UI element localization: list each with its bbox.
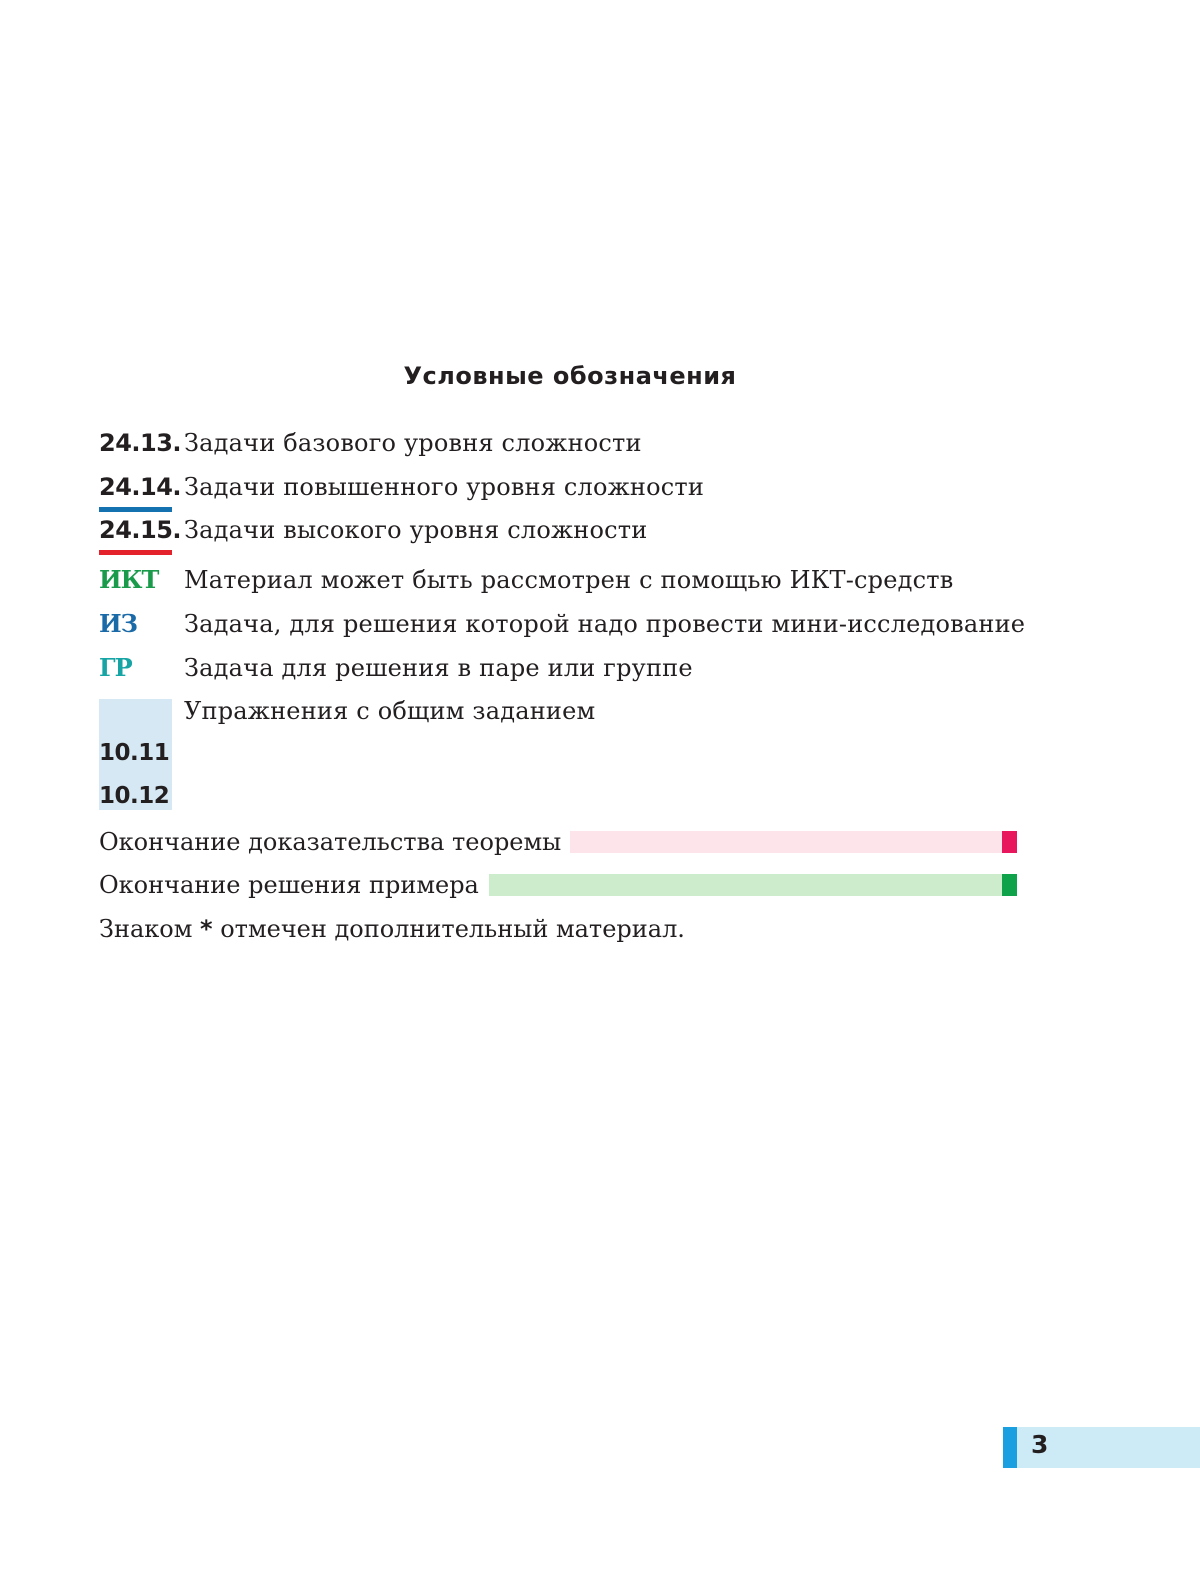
desc-gr: Задача для решения в паре или группе [184,654,693,682]
common-task-number-2: 10.12 [99,783,170,809]
example-end-bar [489,874,1017,896]
footer-edge [1003,1427,1017,1468]
example-end-row [99,870,1017,900]
tag-basic: 24.13. [99,429,182,457]
footer-band [1003,1427,1200,1468]
theorem-end-marker [1002,831,1017,853]
tag-gr: ГР [99,653,132,682]
blue-underline [99,507,172,512]
theorem-end-bar [570,831,1017,853]
common-task-number-1: 10.11 [99,740,170,766]
note-row [99,914,999,944]
tag-high: 24.15. [99,516,182,544]
example-end-label: Окончание решения примера [99,871,479,899]
page-title: Условные обозначения [403,362,737,390]
example-end-marker [1002,874,1017,896]
note-text [99,914,685,944]
desc-basic: Задачи базового уровня сложности [184,429,642,457]
star-icon: * [200,915,213,943]
theorem-end-row [99,827,1017,857]
desc-ikt: Материал может быть рассмотрен с помощью ИКТ-средств [184,566,954,594]
note-before: Знаком [99,915,193,943]
desc-iz: Задача, для решения которой надо провести мини-исследование [184,610,1026,638]
tag-ikt: ИКТ [99,565,159,594]
page-number: 3 [1031,1430,1049,1459]
tag-increased: 24.14. [99,473,182,501]
theorem-end-label: Окончание доказательства теоремы [99,828,562,856]
tag-iz: ИЗ [99,609,137,638]
desc-high: Задачи высокого уровня сложности [184,516,648,544]
red-underline [99,550,172,555]
desc-increased: Задачи повышенного уровня сложности [184,473,705,501]
desc-common-task: Упражнения с общим заданием [184,697,596,725]
note-after: отмечен дополнительный материал. [220,915,685,943]
common-task-box [99,699,172,810]
